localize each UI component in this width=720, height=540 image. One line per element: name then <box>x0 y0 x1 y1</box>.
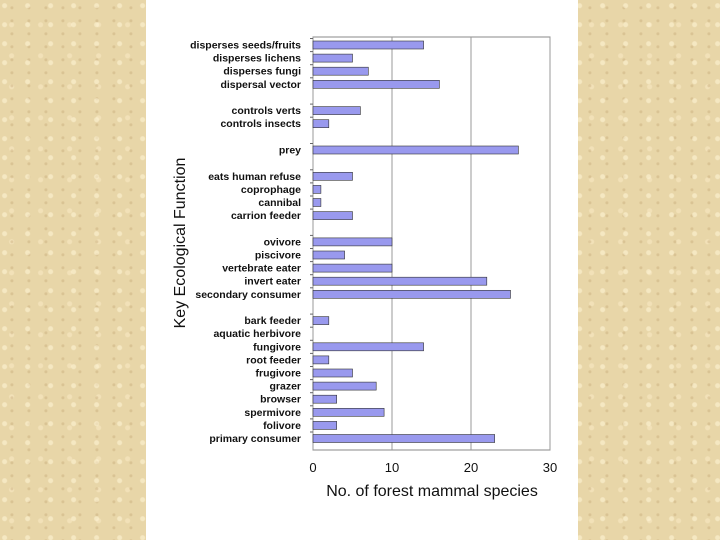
category-label: folivore <box>263 419 301 432</box>
x-tick-label: 20 <box>463 460 479 475</box>
bar <box>313 264 392 272</box>
category-label: root feeder <box>246 354 301 367</box>
category-label: carrion feeder <box>230 210 301 223</box>
bar <box>313 67 368 75</box>
category-label: controls verts <box>231 105 301 118</box>
bar <box>313 120 329 128</box>
bar <box>313 290 511 298</box>
bar <box>313 317 329 325</box>
category-label: prey <box>278 144 301 157</box>
bar-layer <box>313 41 518 443</box>
category-label: vertebrate eater <box>222 262 301 275</box>
bar <box>313 277 487 285</box>
category-label: ovivore <box>263 236 301 249</box>
category-label: invert eater <box>244 275 301 288</box>
category-label: dispersal vector <box>220 78 301 91</box>
bar <box>313 382 376 390</box>
bar <box>313 185 321 193</box>
bar <box>313 199 321 207</box>
slide-panel <box>146 0 578 540</box>
category-label: bark feeder <box>244 315 301 328</box>
bar <box>313 251 345 259</box>
bar <box>313 146 518 154</box>
y-axis-title: Key Ecological Function <box>172 157 189 329</box>
bar <box>313 80 439 88</box>
category-label: eats human refuse <box>208 170 301 183</box>
category-label: frugivore <box>255 367 301 380</box>
category-label: secondary consumer <box>195 288 301 301</box>
category-label: primary consumer <box>209 433 301 445</box>
category-label: disperses seeds/fruits <box>190 39 301 52</box>
x-tick-label: 0 <box>309 460 317 475</box>
x-tick-label: 10 <box>384 460 400 475</box>
category-label: controls insects <box>220 118 301 131</box>
bar <box>313 395 337 403</box>
bar <box>313 107 360 115</box>
bar <box>313 212 353 220</box>
category-label: browser <box>260 393 301 406</box>
category-label: disperses lichens <box>212 52 301 65</box>
bar <box>313 343 424 351</box>
category-label: fungivore <box>253 341 301 354</box>
category-label: cannibal <box>258 197 301 209</box>
bar <box>313 408 384 416</box>
x-axis-title: No. of forest mammal species <box>326 483 538 500</box>
bar <box>313 421 337 429</box>
bar <box>313 41 424 49</box>
bar <box>313 238 392 246</box>
category-label: spermivore <box>244 406 301 419</box>
x-tick-label: 30 <box>542 460 558 475</box>
bar <box>313 356 329 364</box>
bar <box>313 54 353 62</box>
category-label: disperses fungi <box>223 65 301 78</box>
label-layer <box>190 40 301 446</box>
bar <box>313 369 353 377</box>
category-label: aquatic herbivore <box>213 328 301 341</box>
bar <box>313 172 353 180</box>
bar <box>313 435 495 443</box>
category-label: coprophage <box>240 183 301 196</box>
category-label: grazer <box>269 380 301 393</box>
bar-chart <box>146 0 578 540</box>
category-label: piscivore <box>254 249 301 262</box>
